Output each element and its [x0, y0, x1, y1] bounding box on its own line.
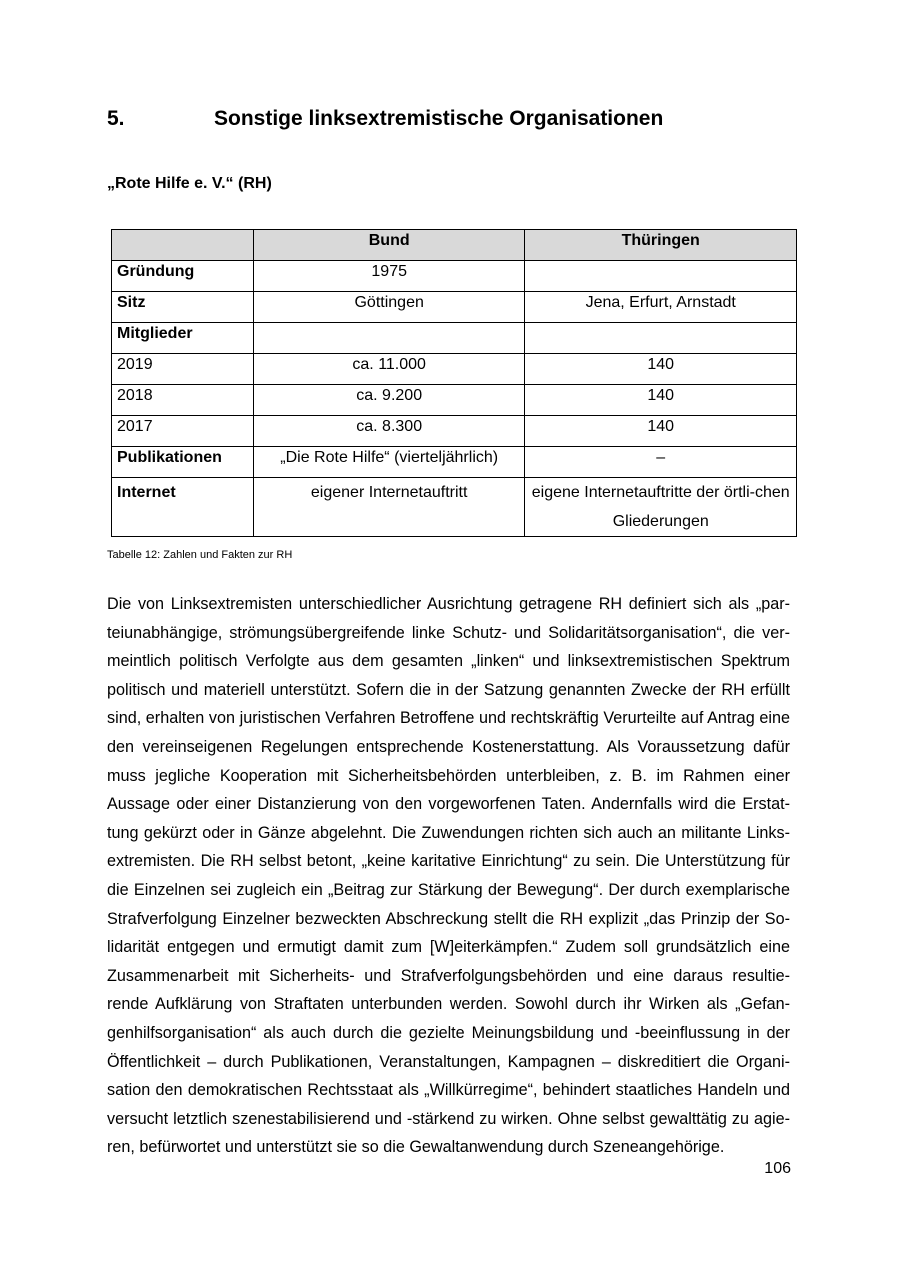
- row-label: Gründung: [112, 261, 254, 292]
- cell-thueringen: 140: [525, 385, 797, 416]
- table-caption: Tabelle 12: Zahlen und Fakten zur RH: [107, 549, 293, 561]
- cell-bund: „Die Rote Hilfe“ (vierteljährlich): [253, 447, 525, 478]
- table-header-thueringen: Thüringen: [525, 230, 797, 261]
- cell-bund: 1975: [253, 261, 525, 292]
- table-header-row: [112, 230, 797, 261]
- table-row: [112, 354, 797, 385]
- subsection-title: „Rote Hilfe e. V.“ (RH): [107, 175, 272, 192]
- facts-table: [111, 229, 797, 537]
- cell-thueringen: 140: [525, 416, 797, 447]
- section-title: Sonstige linksextremistische Organisationen: [214, 107, 664, 130]
- section-number: 5.: [107, 107, 125, 130]
- table-row: [112, 416, 797, 447]
- table-header-empty: [112, 230, 254, 261]
- table-row: [112, 261, 797, 292]
- cell-thueringen: [525, 323, 797, 354]
- cell-bund: eigener Internetauftritt: [253, 478, 525, 537]
- cell-bund: Göttingen: [253, 292, 525, 323]
- table-row: [112, 292, 797, 323]
- cell-thueringen: –: [525, 447, 797, 478]
- page-number: 106: [764, 1160, 791, 1177]
- row-label: 2017: [112, 416, 254, 447]
- cell-thueringen: 140: [525, 354, 797, 385]
- cell-thueringen: [525, 261, 797, 292]
- table-row: [112, 385, 797, 416]
- table-header-bund: Bund: [253, 230, 525, 261]
- row-label: Sitz: [112, 292, 254, 323]
- cell-bund: ca. 8.300: [253, 416, 525, 447]
- row-label: 2018: [112, 385, 254, 416]
- table-row: [112, 478, 797, 537]
- row-label: Mitglieder: [112, 323, 254, 354]
- cell-bund: ca. 9.200: [253, 385, 525, 416]
- cell-thueringen: Jena, Erfurt, Arnstadt: [525, 292, 797, 323]
- row-label: Publikationen: [112, 447, 254, 478]
- body-paragraph: Die von Linksextremisten unterschiedlicher Ausrichtung getragene RH definiert sich als „par-teiunabhängige, strömungsübergreifende linke Schutz- und Solidaritätsorganisation“, die ver-meintlich politisch Verfolgte aus dem gesamten „linken“ und linksextremistischen Spektrum politisch und materiell unterstützt. Sofern die in der Satzung genannten Zwecke der RH erfüllt sind, erhalten von juristischen Verfahren Betroffene und rechtskräftig Verurteilte auf Antrag eine den vereinseigenen Regelungen entsprechende Kostenerstattung. Als Voraussetzung dafür muss jegliche Kooperation mit Sicherheitsbehörden unterbleiben, z. B. im Rahmen einer Aussage oder einer Distanzierung von den vorgeworfenen Taten. Andernfalls wird die Erstat-tung gekürzt oder in Gänze abgelehnt. Die Zuwendungen richten sich auch an militante Links-extremisten. Die RH selbst betont, „keine karitative Einrichtung“ zu sein. Die Unterstützung für die Einzelnen sei zugleich ein „Beitrag zur Stärkung der Bewegung“. Der durch exemplarische Strafverfolgung Einzelner bezweckten Abschreckung stellt die RH explizit „das Prinzip der So-lidarität entgegen und ermutigt damit zum [W]eiterkämpfen.“ Zudem soll grundsätzlich eine Zusammenarbeit mit Sicherheits- und Strafverfolgungsbehörden und eine daraus resultie-rende Aufklärung von Straftaten unterbunden werden. Sowohl durch ihr Wirken als „Gefan-genhilfsorganisation“ als auch durch die gezielte Meinungsbildung und -beeinflussung in der Öffentlichkeit – durch Publikationen, Veranstaltungen, Kampagnen – diskreditiert die Organi-sation den demokratischen Rechtsstaat als „Willkürregime“, behindert staatliches Handeln und versucht letztlich szenestabilisierend und -stärkend zu wirken. Ohne selbst gewalttätig zu agie-ren, befürwortet und unterstützt sie so die Gewaltanwendung durch Szeneangehörige.: [107, 595, 790, 1157]
- section-heading: [107, 107, 663, 131]
- row-label: Internet: [112, 478, 254, 537]
- row-label: 2019: [112, 354, 254, 385]
- cell-thueringen: eigene Internetauftritte der örtli-chen Gliederungen: [525, 478, 797, 537]
- table-row: [112, 323, 797, 354]
- cell-bund: ca. 11.000: [253, 354, 525, 385]
- table-row: [112, 447, 797, 478]
- cell-bund: [253, 323, 525, 354]
